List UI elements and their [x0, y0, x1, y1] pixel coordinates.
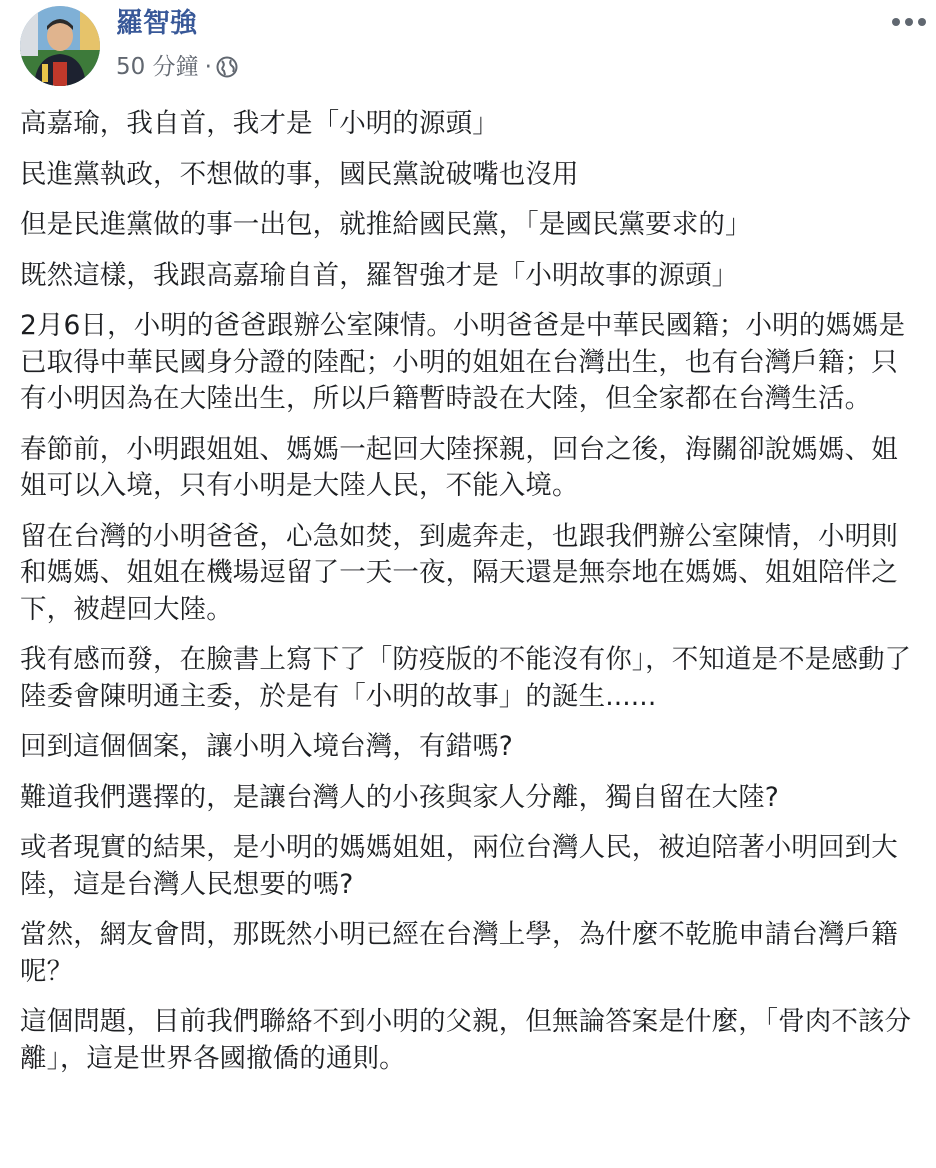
post-body — [20, 106, 920, 1091]
post-meta — [116, 52, 238, 82]
more-options-icon[interactable] — [892, 12, 926, 32]
post-header — [0, 0, 936, 100]
post-paragraph: 當然，網友會問，那既然小明已經在台灣上學，為什麼不乾脆申請台灣戶籍呢？ — [20, 919, 898, 987]
post-paragraph: 回到這個個案，讓小明入境台灣，有錯嗎? — [20, 731, 513, 762]
timestamp[interactable]: 50 分鐘 — [116, 54, 199, 80]
post-paragraph: 難道我們選擇的，是讓台灣人的小孩與家人分離，獨自留在大陸? — [20, 781, 779, 813]
dot-icon — [905, 18, 913, 26]
dot-icon — [918, 18, 926, 26]
post-paragraph: 高嘉瑜，我自首，我才是「小明的源頭」 — [20, 108, 499, 139]
avatar-image — [20, 6, 100, 86]
post-paragraph: 春節前，小明跟姐姐、媽媽一起回大陸探親，回台之後，海關卻說媽媽、姐姐可以入境，只有小明是大陸人民，不能入境。 — [20, 433, 898, 501]
post-paragraph: 留在台灣的小明爸爸，心急如焚，到處奔走，也跟我們辦公室陳情，小明則和媽媽、姐姐在機場逗留了一天一夜，隔天還是無奈地在媽媽、姐姐陪伴之下，被趕回大陸。 — [20, 520, 898, 625]
post-paragraph: 民進黨執政，不想做的事，國民黨說破嘴也沒用 — [20, 158, 579, 190]
post-paragraph: 或者現實的結果，是小明的媽媽姐姐，兩位台灣人民，被迫陪著小明回到大陸，這是台灣人民想要的嗎? — [20, 832, 898, 900]
globe-icon[interactable] — [216, 56, 238, 78]
dot-icon — [892, 18, 900, 26]
post-paragraph: 我有感而發，在臉書上寫下了「防疫版的不能沒有你」，不知道是不是感動了陸委會陳明通主委，於是有「小明的故事」的誕生...... — [20, 644, 912, 712]
post-paragraph: 但是民進黨做的事一出包，就推給國民黨，「是國民黨要求的」 — [20, 209, 752, 240]
post-paragraph: 既然這樣，我跟高嘉瑜自首，羅智強才是「小明故事的源頭」 — [20, 259, 739, 291]
avatar[interactable] — [20, 6, 100, 86]
post-paragraph: 這個問題，目前我們聯絡不到小明的父親，但無論答案是什麼，「骨肉不該分離」，這是世界各國撤僑的通則。 — [20, 1006, 912, 1074]
author-name[interactable]: 羅智強 — [116, 8, 197, 39]
meta-separator: · — [204, 54, 212, 80]
post-paragraph: 2月6日，小明的爸爸跟辦公室陳情。小明爸爸是中華民國籍；小明的媽媽是已取得中華民國身分證的陸配；小明的姐姐在台灣出生，也有台灣戶籍；只有小明因為在大陸出生，所以戶籍暫時設在大陸，但全家都在台灣生活。 — [20, 310, 906, 414]
